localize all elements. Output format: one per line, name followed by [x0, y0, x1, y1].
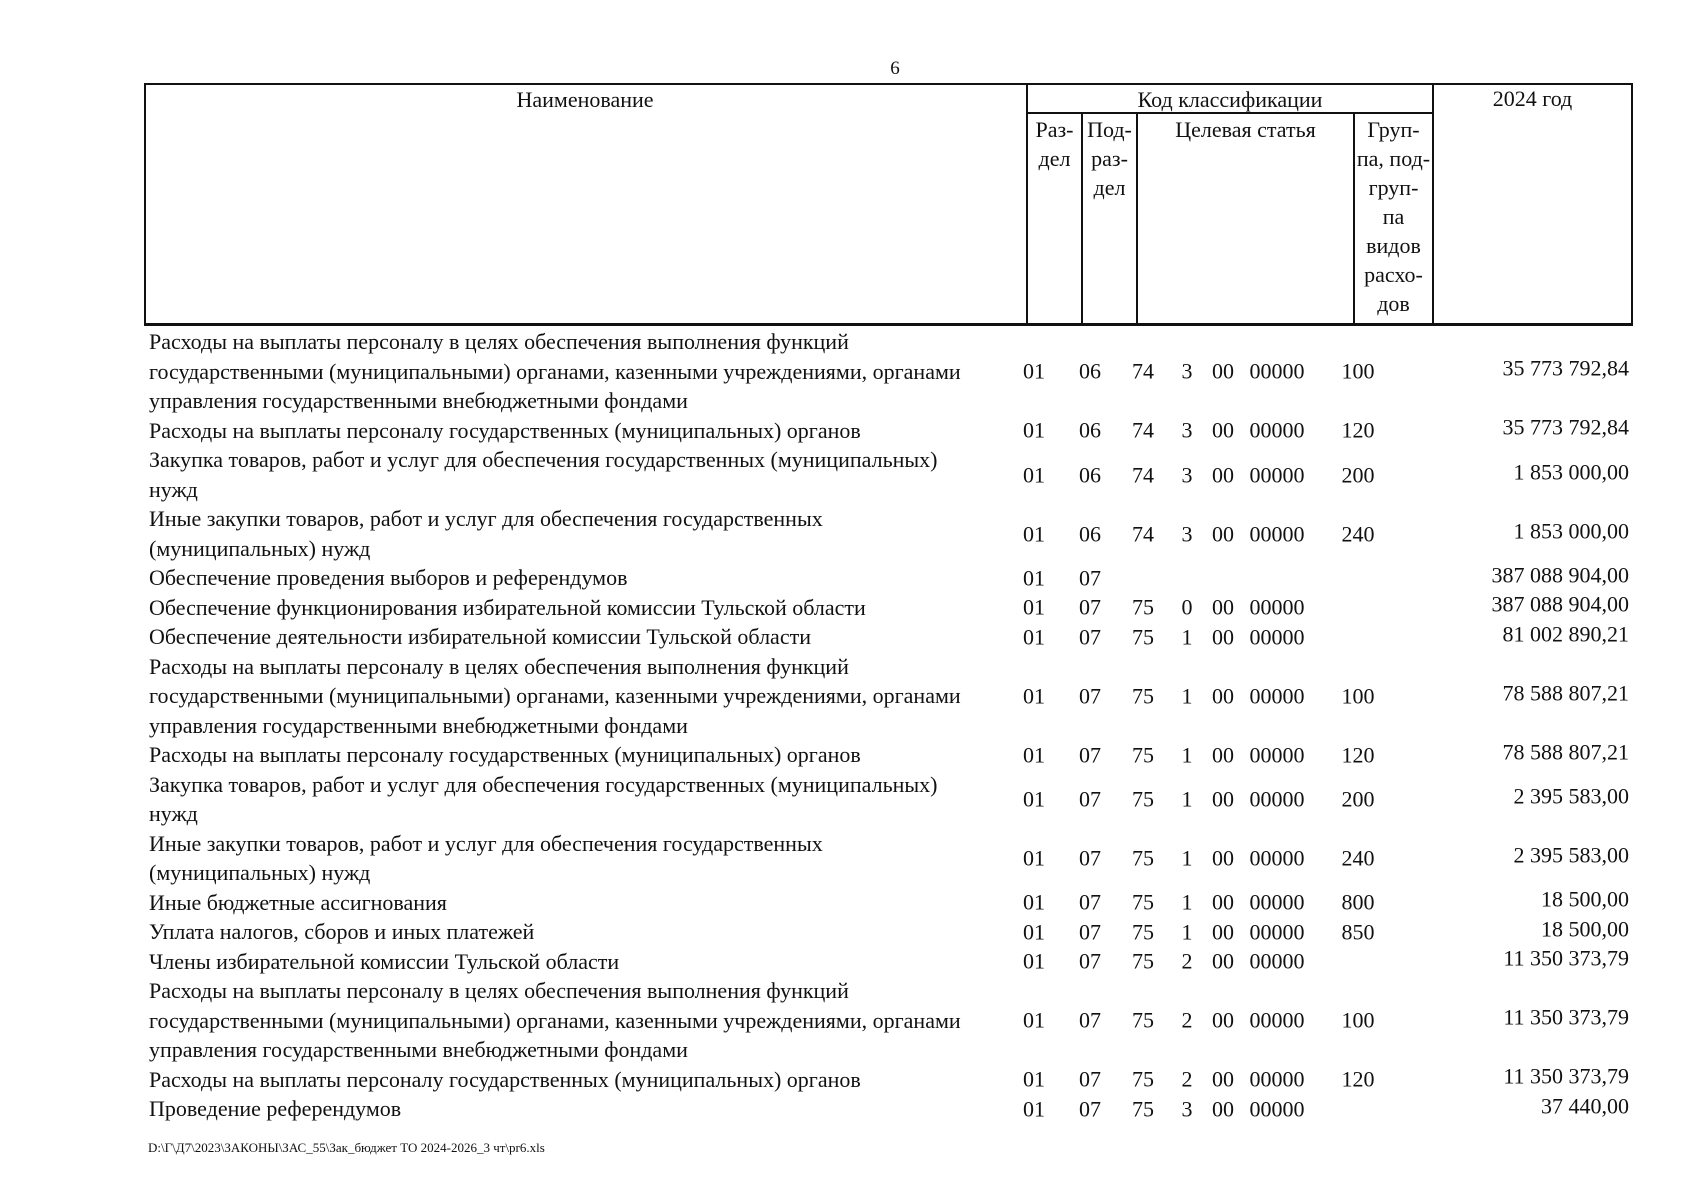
cell-name-line: Расходы на выплаты персоналу в целях обеспечения выполнения функций [149, 329, 849, 354]
table-row [144, 976, 1633, 1065]
table-body [144, 327, 1633, 1124]
cell-group: 850 [1341, 919, 1375, 944]
cell-target-4: 00000 [1249, 786, 1305, 812]
cell-target-4: 00000 [1249, 845, 1305, 871]
cell-target-1: 74 [1132, 417, 1154, 443]
cell-target-1: 74 [1132, 461, 1154, 487]
cell-razdel: 01 [1023, 919, 1045, 944]
cell-razdel: 01 [1023, 948, 1045, 974]
cell-target-4: 00000 [1249, 919, 1305, 944]
cell-name [144, 829, 1029, 888]
cell-name-line: государственными (муниципальными) органами, казенными учреждениями, органами [149, 358, 961, 384]
table-row [144, 888, 1633, 918]
cell-target-3: 00 [1212, 889, 1234, 915]
cell-target-3: 00 [1212, 417, 1234, 443]
cell-name [144, 416, 1029, 446]
cell-target-2: 3 [1181, 461, 1193, 487]
cell-target-2: 3 [1181, 417, 1193, 443]
cell-razdel: 01 [1023, 683, 1045, 708]
cell-target-4: 00000 [1249, 594, 1305, 620]
cell-name [144, 1094, 1029, 1124]
cell-razdel: 01 [1023, 1007, 1045, 1033]
cell-name-line: Расходы на выплаты персоналу государственных (муниципальных) органов [149, 417, 861, 443]
cell-name [144, 917, 1029, 947]
cell-razdel: 01 [1023, 1066, 1045, 1092]
header-divider-podrazdel [1136, 112, 1138, 326]
cell-target-1: 75 [1132, 919, 1154, 944]
cell-group: 120 [1341, 1066, 1375, 1092]
cell-name [144, 593, 1029, 623]
cell-amount: 1 853 000,00 [1513, 517, 1629, 543]
cell-amount: 11 350 373,79 [1503, 945, 1629, 971]
cell-target-1: 75 [1132, 624, 1154, 649]
cell-razdel: 01 [1023, 461, 1045, 487]
header-target: Целевая статья [1175, 117, 1316, 142]
table-row [144, 829, 1633, 888]
cell-target-4: 00000 [1249, 742, 1305, 767]
cell-razdel: 01 [1023, 786, 1045, 812]
table-row [144, 327, 1633, 416]
cell-amount: 37 440,00 [1541, 1093, 1629, 1119]
table-header [144, 83, 1633, 325]
cell-name-line: нужд [149, 801, 198, 826]
cell-group: 200 [1341, 786, 1375, 812]
table-row [144, 917, 1633, 947]
cell-group: 240 [1341, 845, 1375, 871]
cell-name-line: (муниципальных) нужд [149, 860, 371, 885]
cell-target-1: 75 [1132, 594, 1154, 620]
cell-target-4: 00000 [1249, 948, 1305, 974]
header-code-group: Код классификации [1137, 87, 1323, 112]
header-divider-year [1432, 83, 1434, 326]
cell-target-4: 00000 [1249, 461, 1305, 487]
cell-razdel: 01 [1023, 565, 1045, 590]
cell-group: 120 [1341, 742, 1375, 767]
cell-target-3: 00 [1212, 683, 1234, 708]
cell-target-1: 75 [1132, 889, 1154, 915]
cell-amount: 11 350 373,79 [1503, 1004, 1629, 1030]
cell-target-2: 1 [1181, 624, 1193, 649]
cell-name [144, 888, 1029, 918]
cell-amount: 387 088 904,00 [1491, 562, 1629, 588]
table-row [144, 947, 1633, 977]
cell-target-2: 1 [1181, 845, 1193, 871]
table-row [144, 416, 1633, 446]
cell-amount: 11 350 373,79 [1503, 1063, 1629, 1089]
cell-name-line: Расходы на выплаты персоналу государственных (муниципальных) органов [149, 1066, 861, 1092]
cell-name [144, 652, 1029, 741]
table-row [144, 1094, 1633, 1124]
page-number: 6 [890, 58, 900, 79]
cell-target-1: 75 [1132, 1096, 1154, 1121]
cell-target-2: 2 [1181, 1066, 1193, 1092]
cell-target-3: 00 [1212, 919, 1234, 944]
cell-name-line: государственными (муниципальными) органами, казенными учреждениями, органами [149, 683, 961, 708]
cell-name-line: управления государственными внебюджетными фондами [149, 1037, 688, 1062]
cell-target-3: 00 [1212, 594, 1234, 620]
cell-amount: 18 500,00 [1541, 916, 1629, 942]
cell-razdel: 01 [1023, 358, 1045, 384]
header-border-bottom [144, 323, 1633, 326]
header-name: Наименование [516, 87, 654, 112]
cell-name [144, 445, 1029, 504]
cell-name [144, 1065, 1029, 1095]
cell-group: 100 [1341, 358, 1375, 384]
cell-podrazdel: 07 [1079, 845, 1101, 871]
cell-target-4: 00000 [1249, 358, 1305, 384]
cell-target-4: 00000 [1249, 683, 1305, 708]
table-row [144, 622, 1633, 652]
cell-target-2: 1 [1181, 889, 1193, 915]
cell-name-line: Проведение референдумов [149, 1096, 402, 1121]
cell-amount: 35 773 792,84 [1502, 355, 1629, 381]
cell-name-line: государственными (муниципальными) органами, казенными учреждениями, органами [149, 1007, 961, 1033]
header-podrazdel: Под- раз- дел [1087, 117, 1132, 200]
cell-name-line: нужд [149, 476, 198, 502]
cell-razdel: 01 [1023, 742, 1045, 767]
cell-target-2: 0 [1181, 594, 1193, 620]
cell-target-1: 75 [1132, 1007, 1154, 1033]
header-border-left [144, 83, 146, 326]
cell-podrazdel: 07 [1079, 565, 1101, 590]
cell-name-line: Члены избирательной комиссии Тульской области [149, 948, 620, 974]
cell-razdel: 01 [1023, 845, 1045, 871]
cell-target-3: 00 [1212, 1066, 1234, 1092]
cell-target-3: 00 [1212, 786, 1234, 812]
cell-target-4: 00000 [1249, 624, 1305, 649]
cell-name-line: Иные закупки товаров, работ и услуг для обеспечения государственных [149, 506, 823, 531]
cell-podrazdel: 07 [1079, 624, 1101, 649]
table-row [144, 504, 1633, 563]
cell-name-line: Закупка товаров, работ и услуг для обеспечения государственных (муниципальных) [149, 447, 938, 472]
cell-razdel: 01 [1023, 624, 1045, 649]
cell-group: 800 [1341, 889, 1375, 915]
cell-amount: 18 500,00 [1541, 886, 1629, 912]
cell-target-2: 1 [1181, 786, 1193, 812]
file-path: D:\Г\Д7\2023\ЗАКОНЫ\ЗАС_55\Зак_бюджет ТО 2024-2026_3 чт\pr6.xls [148, 1140, 545, 1155]
cell-name-line: управления государственными внебюджетными фондами [149, 388, 688, 413]
cell-amount: 81 002 890,21 [1502, 621, 1629, 647]
cell-name [144, 770, 1029, 829]
cell-name [144, 563, 1029, 593]
cell-amount: 2 395 583,00 [1513, 783, 1629, 809]
cell-target-1: 75 [1132, 845, 1154, 871]
cell-target-3: 00 [1212, 358, 1234, 384]
cell-target-4: 00000 [1249, 889, 1305, 915]
cell-target-2: 1 [1181, 742, 1193, 767]
cell-podrazdel: 06 [1079, 461, 1101, 487]
cell-name-line: Расходы на выплаты персоналу в целях обеспечения выполнения функций [149, 978, 849, 1003]
cell-target-3: 00 [1212, 1007, 1234, 1033]
cell-target-2: 3 [1181, 520, 1193, 546]
cell-target-3: 00 [1212, 742, 1234, 767]
cell-podrazdel: 07 [1079, 742, 1101, 767]
cell-podrazdel: 07 [1079, 594, 1101, 620]
cell-group: 200 [1341, 461, 1375, 487]
header-border-right [1631, 83, 1633, 326]
cell-target-3: 00 [1212, 948, 1234, 974]
cell-target-3: 00 [1212, 624, 1234, 649]
cell-target-2: 3 [1181, 1096, 1193, 1121]
cell-target-1: 75 [1132, 683, 1154, 708]
cell-group: 240 [1341, 520, 1375, 546]
cell-name-line: Расходы на выплаты персоналу государственных (муниципальных) органов [149, 742, 861, 767]
table-row [144, 445, 1633, 504]
cell-target-1: 75 [1132, 1066, 1154, 1092]
cell-podrazdel: 06 [1079, 417, 1101, 443]
cell-amount: 78 588 807,21 [1502, 739, 1629, 765]
cell-podrazdel: 07 [1079, 889, 1101, 915]
cell-razdel: 01 [1023, 1096, 1045, 1121]
cell-amount: 1 853 000,00 [1513, 458, 1629, 484]
cell-name-line: Иные бюджетные ассигнования [149, 889, 447, 915]
cell-name-line: Обеспечение деятельности избирательной комиссии Тульской области [149, 624, 811, 649]
cell-podrazdel: 07 [1079, 683, 1101, 708]
header-year: 2024 год [1492, 86, 1573, 111]
cell-razdel: 01 [1023, 594, 1045, 620]
cell-target-3: 00 [1212, 1096, 1234, 1121]
cell-target-2: 3 [1181, 358, 1193, 384]
cell-target-4: 00000 [1249, 417, 1305, 443]
cell-name-line: Иные закупки товаров, работ и услуг для обеспечения государственных [149, 830, 823, 856]
cell-name-line: Уплата налогов, сборов и иных платежей [149, 919, 535, 944]
cell-target-2: 2 [1181, 1007, 1193, 1033]
cell-razdel: 01 [1023, 889, 1045, 915]
cell-name [144, 976, 1029, 1065]
cell-amount: 2 395 583,00 [1513, 842, 1629, 868]
cell-target-1: 75 [1132, 786, 1154, 812]
cell-target-2: 1 [1181, 683, 1193, 708]
cell-name [144, 504, 1029, 563]
cell-razdel: 01 [1023, 520, 1045, 546]
cell-podrazdel: 06 [1079, 520, 1101, 546]
cell-group: 100 [1341, 683, 1375, 708]
cell-amount: 387 088 904,00 [1491, 591, 1629, 617]
cell-name-line: (муниципальных) нужд [149, 535, 371, 561]
cell-name-line: Закупка товаров, работ и услуг для обеспечения государственных (муниципальных) [149, 771, 938, 797]
table-row [144, 740, 1633, 770]
cell-podrazdel: 07 [1079, 1066, 1101, 1092]
cell-target-4: 00000 [1249, 520, 1305, 546]
cell-target-4: 00000 [1249, 1096, 1305, 1121]
cell-name [144, 622, 1029, 652]
cell-target-1: 74 [1132, 358, 1154, 384]
table-row [144, 563, 1633, 593]
cell-name-line: Расходы на выплаты персоналу в целях обеспечения выполнения функций [149, 653, 849, 679]
cell-target-2: 2 [1181, 948, 1193, 974]
cell-target-3: 00 [1212, 461, 1234, 487]
cell-amount: 78 588 807,21 [1502, 680, 1629, 706]
cell-name [144, 947, 1029, 977]
table-row [144, 652, 1633, 741]
cell-razdel: 01 [1023, 417, 1045, 443]
cell-group: 120 [1341, 417, 1375, 443]
table-row [144, 1065, 1633, 1095]
cell-name-line: Обеспечение проведения выборов и референдумов [149, 565, 628, 590]
cell-podrazdel: 07 [1079, 1096, 1101, 1121]
cell-podrazdel: 07 [1079, 1007, 1101, 1033]
table-row [144, 770, 1633, 829]
cell-target-1: 75 [1132, 742, 1154, 767]
cell-target-3: 00 [1212, 845, 1234, 871]
cell-name [144, 327, 1029, 416]
cell-name-line: Обеспечение функционирования избирательной комиссии Тульской области [149, 594, 866, 620]
cell-target-3: 00 [1212, 520, 1234, 546]
cell-name-line: управления государственными внебюджетными фондами [149, 712, 688, 738]
cell-target-1: 74 [1132, 520, 1154, 546]
header-razdel: Раз- дел [1035, 117, 1074, 171]
cell-target-4: 00000 [1249, 1007, 1305, 1033]
cell-target-1: 75 [1132, 948, 1154, 974]
cell-podrazdel: 07 [1079, 919, 1101, 944]
cell-group: 100 [1341, 1007, 1375, 1033]
cell-target-4: 00000 [1249, 1066, 1305, 1092]
header-group: Груп- па, под- груп- па видов расхо- дов [1356, 117, 1431, 316]
cell-target-2: 1 [1181, 919, 1193, 944]
cell-podrazdel: 07 [1079, 948, 1101, 974]
cell-podrazdel: 07 [1079, 786, 1101, 812]
cell-podrazdel: 06 [1079, 358, 1101, 384]
cell-name [144, 740, 1029, 770]
table-row [144, 593, 1633, 623]
cell-amount: 35 773 792,84 [1502, 414, 1629, 440]
